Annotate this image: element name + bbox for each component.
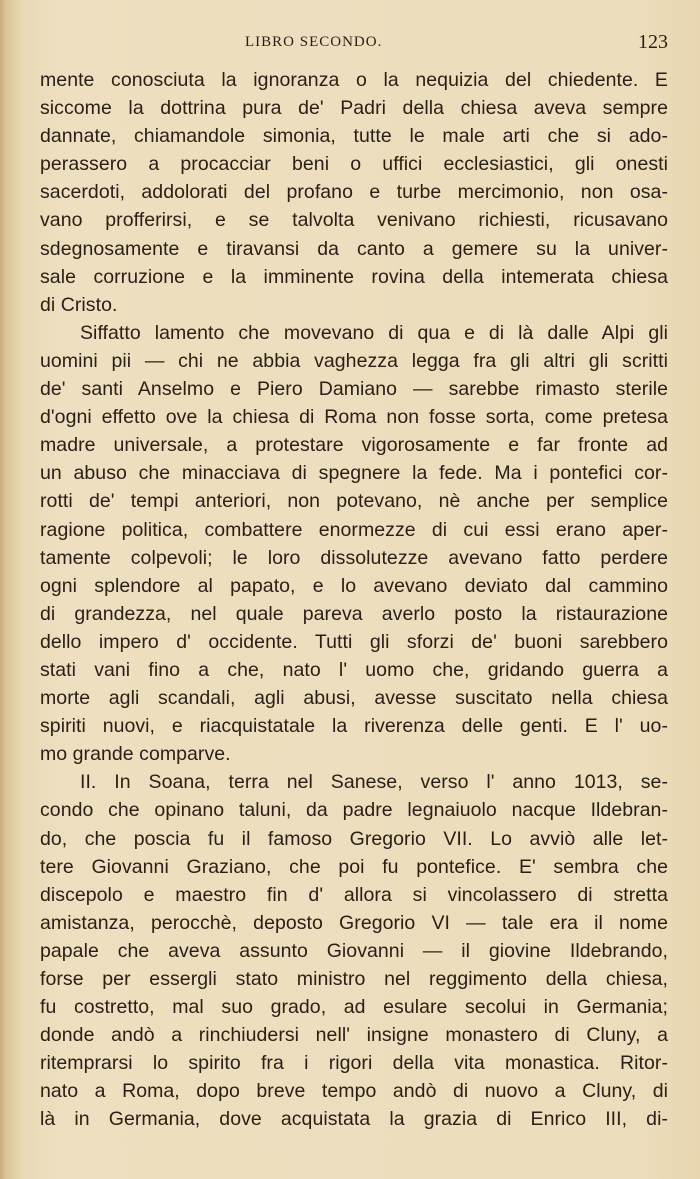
text-line: vano profferirsi, e se talvolta venivano richiesti, ricusavano bbox=[40, 209, 668, 232]
paragraph-3 bbox=[40, 768, 668, 1133]
text-line: forse per essergli stato ministro nel reggimento della chiesa, bbox=[40, 968, 668, 990]
text-line: nato a Roma, dopo breve tempo andò di nuovo a Cluny, di bbox=[40, 1080, 668, 1103]
text-line: condo che opinano taluni, da padre legnaiuolo nacque Ildebran- bbox=[40, 799, 668, 822]
text-line: II. In Soana, terra nel Sanese, verso l' anno 1013, se- bbox=[80, 771, 668, 794]
text-line: mo grande comparve. bbox=[40, 743, 231, 766]
text-line: siccome la dottrina pura de' Padri della chiesa aveva sempre bbox=[40, 97, 668, 120]
paragraph-2 bbox=[40, 319, 668, 769]
text-line: fu costretto, mal suo grado, ad esulare secolui in Germania; bbox=[40, 996, 668, 1019]
text-line: mente conosciuta la ignoranza o la nequizia del chiedente. E bbox=[40, 69, 668, 91]
text-line: dannate, chiamandole simonia, tutte le male arti che si ado- bbox=[40, 125, 668, 148]
text-line: là in Germania, dove acquistata la grazia di Enrico III, di- bbox=[40, 1108, 668, 1131]
paragraph-1 bbox=[40, 66, 668, 319]
text-line: papale che aveva assunto Giovanni — il giovine Ildebrando, bbox=[40, 939, 668, 962]
text-line: discepolo e maestro fin d' allora si vincolassero di stretta bbox=[40, 883, 668, 906]
text-line: ragione politica, combattere enormezze di cui essi erano aper- bbox=[40, 518, 668, 541]
text-line: sdegnosamente e tiravansi da canto a gemere su la univer- bbox=[40, 237, 668, 260]
page-number: 123 bbox=[638, 31, 668, 53]
text-line: de' santi Anselmo e Piero Damiano — sarebbe rimasto sterile bbox=[40, 378, 668, 401]
page-header bbox=[40, 31, 680, 60]
text-line: sacerdoti, addolorati del profano e turbe mercimonio, non osa- bbox=[40, 181, 668, 204]
text-line: amistanza, perocchè, deposto Gregorio VI — tale era il nome bbox=[40, 911, 668, 934]
text-line: perassero a procacciar beni o uffici ecclesiastici, gli onesti bbox=[40, 153, 668, 176]
text-line: tere Giovanni Graziano, che poi fu pontefice. E' sembra che bbox=[40, 855, 668, 878]
text-line: do, che poscia fu il famoso Gregorio VII. Lo avviò alle let- bbox=[40, 827, 668, 850]
text-line: stati vani fino a che, nato l' uomo che, gridando guerra a bbox=[40, 658, 668, 681]
running-title: LIBRO SECONDO. bbox=[245, 34, 383, 50]
text-line: madre universale, a protestare vigorosamente e far fronte ad bbox=[40, 434, 668, 457]
text-line: uomini pii — chi ne abbia vaghezza legga fra gli altri gli scritti bbox=[40, 349, 668, 372]
text-line: ritemprarsi lo spirito fra i rigori della vita monastica. Ritor- bbox=[40, 1052, 668, 1075]
text-line: tamente colpevoli; le loro dissolutezze avevano fatto perdere bbox=[40, 546, 668, 569]
text-line: donde andò a rinchiudersi nell' insigne monastero di Cluny, a bbox=[40, 1024, 668, 1047]
body-text bbox=[40, 66, 668, 1134]
text-line: un abuso che minacciava di spegnere la fede. Ma i pontefici cor- bbox=[40, 462, 668, 485]
text-line: rotti de' tempi anteriori, non potevano, nè anche per semplice bbox=[40, 490, 668, 513]
text-line: d'ogni effetto ove la chiesa di Roma non fosse sorta, come pretesa bbox=[40, 406, 668, 429]
text-line: morte agli scandali, agli abusi, avesse suscitato nella chiesa bbox=[40, 687, 668, 710]
text-line: Siffatto lamento che movevano di qua e di là dalle Alpi gli bbox=[80, 321, 668, 344]
text-line: spiriti nuovi, e riacquistatale la riverenza delle genti. E l' uo- bbox=[40, 715, 668, 738]
text-line: di grandezza, nel quale pareva averlo posto la ristaurazione bbox=[40, 602, 668, 625]
text-line: di Cristo. bbox=[40, 293, 118, 316]
text-line: ogni splendore al papato, e lo avevano deviato dal cammino bbox=[40, 574, 668, 597]
text-line: dello impero d' occidente. Tutti gli sforzi de' buoni sarebbero bbox=[40, 630, 668, 653]
text-line: sale corruzione e la imminente rovina della intemerata chiesa bbox=[40, 265, 668, 288]
